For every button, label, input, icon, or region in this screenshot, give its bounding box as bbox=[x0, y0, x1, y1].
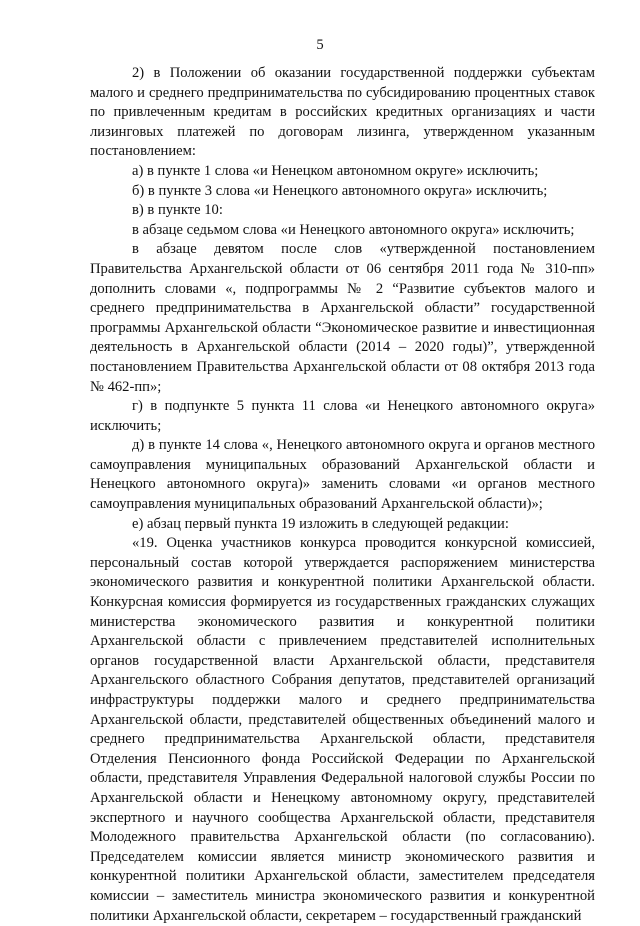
page-number: 5 bbox=[316, 37, 324, 53]
paragraph: е) абзац первый пункта 19 изложить в следующей редакции: bbox=[132, 515, 509, 532]
paragraph: б) в пункте 3 слова «и Ненецкого автономного округа» исключить; bbox=[132, 182, 548, 199]
paragraph: д) в пункте 14 слова «, Ненецкого автономного округа и органов местного самоуправления муниципальных образований Архангельской области и Ненецкого автономного округа)» заменить словами «и органов местного самоуправления муниципальных образований Архангельской области)»; bbox=[90, 437, 595, 513]
paragraph: в абзаце девятом после слов «утвержденной постановлением Правительства Архангельской области от 06 сентября 2011 года № 310-пп» дополнить словами «, подпрограммы № 2 “Развитие субъектов малого и среднего предпринимательства в Архангельской области” государственной программы Архангельской области “Экономическое развитие и инвестиционная деятельность в Архангельской области (2014 – 2020 годы)”, утвержденной постановлением Правительства Архангельской области от 08 октября 2013 года № 462-пп»; bbox=[90, 241, 595, 395]
paragraph: 2) в Положении об оказании государственной поддержки субъектам малого и среднего предпринимательства по субсидированию процентных ставок по привлеченным кредитам в российских кредитных организациях и части лизинговых платежей по договорам лизинга, утвержденном указанным постановлением: bbox=[90, 65, 595, 160]
paragraph: г) в подпункте 5 пункта 11 слова «и Ненецкого автономного округа» исключить; bbox=[90, 398, 595, 434]
paragraph: в) в пункте 10: bbox=[132, 202, 223, 219]
paragraph: «19. Оценка участников конкурса проводится конкурсной комиссией, персональный состав которой утверждается распоряжением министерства экономического развития и конкурентной политики Архангельской области. Конкурсная комиссия формируется из государственных гражданских служащих министерства экономического развития и конкурентной политики Архангельской области с привлечением представителей исполнительных органов государственной власти Архангельской области, представителя Архангельского областного Собрания депутатов, представителей организаций инфраструктуры поддержки малого и среднего предпринимательства Архангельской области, представителей общественных объединений малого и среднего предпринимательства Архангельской области, представителя Отделения Пенсионного фонда Российской Федерации по Архангельской области, представителя Управления Федеральной налоговой службы России по Архангельской области и Ненецкому автономному округу, представителей экспертного и научного сообщества Архангельской области, представителя Молодежного правительства Архангельской области (по согласованию). Председателем комиссии является министр экономического развития и конкурентной политики Архангельской области, заместителем председателя комиссии – заместитель министра экономического развития и конкурентной политики Архангельской области, секретарем – государственный гражданский bbox=[90, 535, 595, 924]
paragraph: а) в пункте 1 слова «и Ненецком автономном округе» исключить; bbox=[132, 162, 539, 179]
document-body bbox=[90, 64, 595, 926]
paragraph: в абзаце седьмом слова «и Ненецкого автономного округа» исключить; bbox=[132, 221, 575, 238]
